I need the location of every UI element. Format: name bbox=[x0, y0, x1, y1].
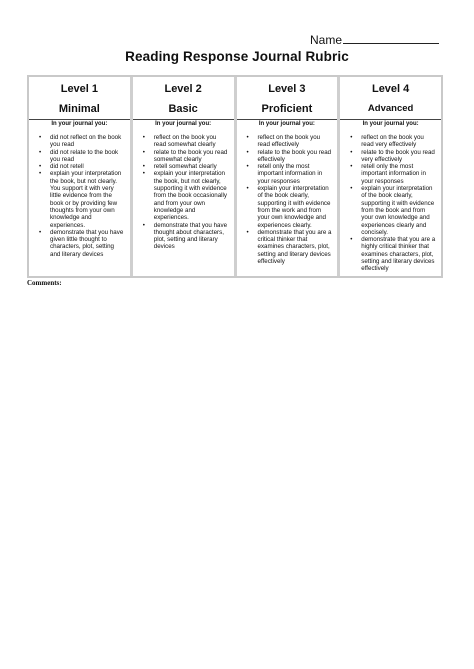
list-item: • demonstrate that you have thought about characters, plot, setting and literary devices bbox=[142, 221, 228, 251]
level-heading: Level 3 bbox=[268, 83, 306, 95]
column-subheading: In your journal you: bbox=[362, 121, 419, 127]
bullet-icon: • bbox=[350, 163, 353, 171]
divider bbox=[237, 119, 338, 120]
list-item: • reflect on the book you read somewhat clearly bbox=[142, 134, 217, 149]
list-item: • explain your interpretation of the book clearly, supporting it with evidence from the book and from your own knowledge and experiences clearly and concisely. bbox=[350, 185, 435, 236]
level-heading: Level 4 bbox=[371, 83, 410, 95]
bullet-icon: • bbox=[246, 134, 249, 141]
level-name: Basic bbox=[168, 103, 198, 115]
bullet-icon: • bbox=[142, 163, 145, 171]
divider bbox=[133, 119, 234, 120]
list-item: • did not relate to the book you read bbox=[39, 148, 119, 163]
criteria-list bbox=[241, 134, 334, 265]
criteria-list bbox=[137, 134, 230, 251]
list-item: • relate to the book you read very effectively bbox=[350, 148, 435, 163]
bullet-icon: • bbox=[350, 134, 353, 141]
list-item: • demonstrate that you have given little thought to characters, plot, setting and literary devices bbox=[39, 228, 124, 258]
bullet-icon: • bbox=[246, 185, 249, 193]
level-heading: Level 1 bbox=[60, 83, 99, 95]
divider bbox=[340, 119, 441, 120]
list-item: • did not reflect on the book you read bbox=[39, 134, 122, 149]
list-item: • explain your interpretation of the book clearly, supporting it with evidence from the work and from your own knowledge and experiences clearly. bbox=[246, 185, 331, 229]
list-item: • did not retell bbox=[39, 163, 84, 171]
list-item: • demonstrate that you are a highly critical thinker that examines characters, plot, setting and literary devices effectively bbox=[350, 236, 436, 273]
bullet-icon: • bbox=[246, 148, 249, 156]
bullet-icon: • bbox=[39, 170, 42, 178]
name-label: Name bbox=[310, 33, 343, 47]
level-heading: Level 2 bbox=[164, 83, 202, 95]
rubric-column-level-1 bbox=[29, 77, 133, 276]
criteria-list bbox=[344, 134, 437, 273]
bullet-icon: • bbox=[142, 170, 145, 178]
list-item: • retell only the most important information in your responses bbox=[246, 163, 323, 185]
list-item: • demonstrate that you are a critical thinker that examines characters, plot, setting and literary devices effectively bbox=[246, 228, 332, 266]
rubric-table bbox=[27, 75, 443, 278]
bullet-icon: • bbox=[39, 228, 42, 236]
bullet-icon: • bbox=[39, 163, 42, 171]
bullet-icon: • bbox=[350, 236, 353, 244]
criteria-list bbox=[33, 134, 126, 258]
list-item: • explain your interpretation the book, but not clearly, supporting it with evidence from the book occasionally and from your own knowledge and experiences. bbox=[142, 170, 228, 222]
name-field bbox=[310, 33, 452, 47]
column-subheading: In your journal you: bbox=[258, 121, 315, 127]
list-item: • retell only the most important information in your responses bbox=[350, 163, 426, 185]
list-item: • reflect on the book you read effectively bbox=[246, 134, 321, 149]
bullet-icon: • bbox=[142, 221, 145, 229]
list-item: • relate to the book you read somewhat clearly bbox=[142, 148, 228, 163]
bullet-icon: • bbox=[246, 163, 249, 171]
column-subheading: In your journal you: bbox=[51, 121, 108, 127]
bullet-icon: • bbox=[142, 134, 145, 141]
list-item: • reflect on the book you read very effectively bbox=[350, 134, 424, 149]
comments-label: Comments: bbox=[27, 279, 62, 287]
rubric-column-level-4 bbox=[340, 77, 441, 276]
level-name: Advanced bbox=[367, 103, 414, 114]
bullet-icon: • bbox=[350, 148, 353, 156]
list-item: • relate to the book you read effectively bbox=[246, 148, 332, 163]
page-title: Reading Response Journal Rubric bbox=[125, 49, 349, 64]
column-subheading: In your journal you: bbox=[155, 121, 212, 127]
bullet-icon: • bbox=[39, 134, 42, 141]
level-name: Proficient bbox=[261, 103, 313, 115]
rubric-column-level-3 bbox=[237, 77, 341, 276]
name-underline bbox=[343, 33, 439, 44]
list-item: • retell somewhat clearly bbox=[142, 163, 217, 171]
rubric-column-level-2 bbox=[133, 77, 237, 276]
list-item: • explain your interpretation the book, but not clearly. You support it with very little evidence from the book or by providing few thoughts from your own knowledge and experiences. bbox=[39, 170, 122, 229]
bullet-icon: • bbox=[39, 148, 42, 156]
level-name: Minimal bbox=[58, 103, 100, 115]
bullet-icon: • bbox=[246, 228, 249, 236]
bullet-icon: • bbox=[350, 185, 353, 193]
divider bbox=[29, 119, 130, 120]
bullet-icon: • bbox=[142, 148, 145, 156]
